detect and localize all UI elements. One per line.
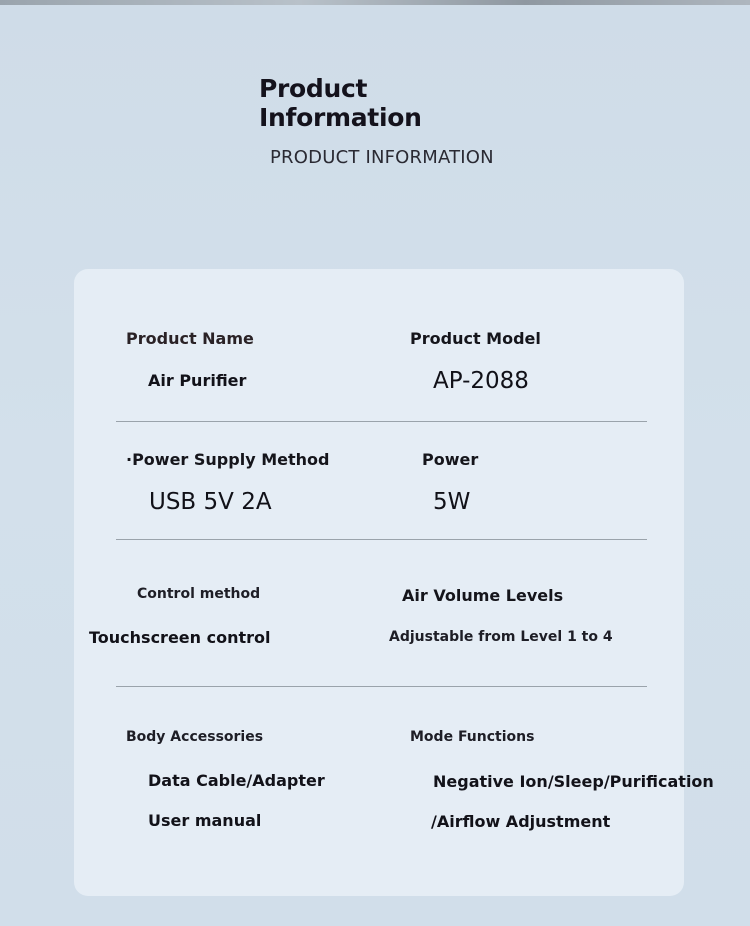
- control-method-value: Touchscreen control: [89, 628, 271, 647]
- product-name-label: Product Name: [126, 329, 254, 348]
- row-divider-2: [116, 539, 647, 540]
- body-accessories-value-2: User manual: [148, 811, 262, 830]
- page-title: [259, 74, 422, 132]
- row-divider-3: [116, 686, 647, 687]
- product-name-value: Air Purifier: [148, 371, 247, 390]
- power-supply-label: ·Power Supply Method: [126, 450, 330, 469]
- top-edge-strip: [0, 0, 750, 5]
- mode-functions-value-2: /Airflow Adjustment: [431, 812, 611, 831]
- air-volume-label: Air Volume Levels: [402, 586, 564, 605]
- page-subtitle: PRODUCT INFORMATION: [270, 147, 494, 168]
- air-volume-value: Adjustable from Level 1 to 4: [389, 629, 613, 645]
- mode-functions-label: Mode Functions: [410, 729, 535, 745]
- product-model-label: Product Model: [410, 329, 541, 348]
- product-model-value: AP-2088: [433, 368, 529, 394]
- mode-functions-value-1: Negative Ion/Sleep/Purification: [433, 772, 714, 791]
- power-value: 5W: [433, 489, 471, 515]
- spec-card: [74, 269, 684, 896]
- control-method-label: Control method: [137, 586, 261, 602]
- page-title-line1: Product: [259, 74, 368, 103]
- body-accessories-value-1: Data Cable/Adapter: [148, 771, 325, 790]
- power-label: Power: [422, 450, 479, 469]
- row-divider-1: [116, 421, 647, 422]
- power-supply-value: USB 5V 2A: [149, 489, 272, 515]
- page-title-line2: Information: [259, 103, 422, 132]
- body-accessories-label: Body Accessories: [126, 729, 264, 745]
